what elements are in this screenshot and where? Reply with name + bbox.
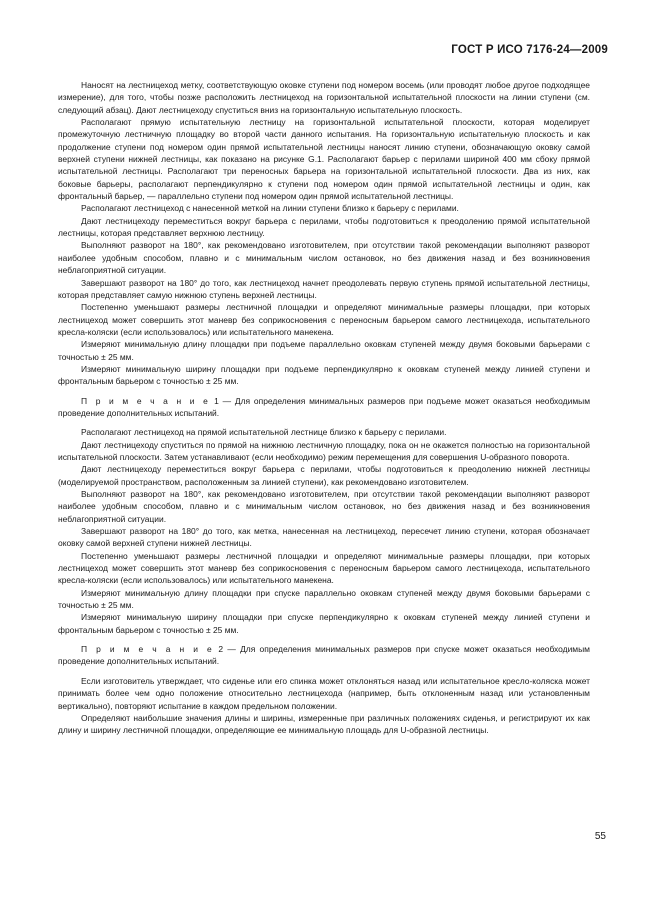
note-2 bbox=[58, 643, 590, 668]
paragraph: Измеряют минимальную ширину площадки при спуске перпендикулярно к оковкам ступеней между линией ступени и фронтальным барьером с точностью ± 25 мм. bbox=[58, 612, 590, 635]
paragraph: Постепенно уменьшают размеры лестничной площадки и определяют минимальные размеры площадки, при которых лестницеход может совершить этот маневр без соприкосновения с переносным барьером самого лестницехода, испытательного кресла-коляски (если использовалось) или испытательного манекена. bbox=[58, 302, 590, 337]
page-number: 55 bbox=[594, 831, 606, 842]
paragraph: Измеряют минимальную длину площадки при спуске параллельно оковкам ступеней между двумя боковыми барьерами с точностью ± 25 мм. bbox=[58, 587, 590, 611]
paragraph: Дают лестницеходу спуститься по прямой на нижнюю лестничную площадку, пока он не окажется полностью на горизонтальной испытательной плоскости. Затем устанавливают (если необходимо) режим перемещения для совершения U-образного поворота. bbox=[58, 439, 590, 462]
paragraph: Завершают разворот на 180° до того, как лестницеход начнет преодолевать первую ступень прямой испытательной лестницы, которая представляет самую нижнюю ступень верхней лестницы. bbox=[58, 277, 590, 300]
paragraph: Располагают лестницеход с нанесенной меткой на линии ступени близко к барьеру с перилами. bbox=[81, 203, 459, 214]
note-1 bbox=[58, 395, 590, 420]
note-text: 2 — Для определения минимальных размеров при спуске может оказаться необходимым проведение дополнительных испытаний. bbox=[58, 644, 590, 667]
document-header: ГОСТ Р ИСО 7176-24—2009 bbox=[451, 44, 608, 56]
paragraph: Измеряют минимальную ширину площадки при подъеме перпендикулярно к оковкам ступеней между линией ступени и фронтальным барьером с точностью ± 25 мм. bbox=[58, 363, 590, 387]
paragraph: Выполняют разворот на 180°, как рекомендовано изготовителем, при отсутствии такой рекомендации выполняют разворот наиболее удобным способом, плавно и с минимальным числом остановок, но без движения назад и без возникновения неблагоприятной ситуации. bbox=[58, 489, 590, 524]
paragraph: Дают лестницеходу переместиться вокруг барьера с перилами, чтобы подготовиться к преодолению прямой испытательной лестницы, которая представляет верхнюю лестницу. bbox=[58, 215, 590, 239]
paragraph: Наносят на лестницеход метку, соответствующую оковке ступени под номером восемь (или проводят любое другое подходящее измерение), для того, чтобы позже расположить лестницеход на горизонтальной испытательной плоскости на линии ступени (см. следующий абзац). Дают лестницеходу спуститься вниз на горизонтальную испытательную плоскость. bbox=[58, 80, 590, 115]
paragraph: Измеряют минимальную длину площадки при подъеме параллельно оковкам ступеней между двумя боковыми барьерами с точностью ± 25 мм. bbox=[58, 339, 590, 362]
paragraph: Завершают разворот на 180° до того, как метка, нанесенная на лестницеход, пересечет линию ступени, которая обозначает оковку самой верхней ступени нижней лестницы. bbox=[58, 526, 590, 549]
paragraph: Дают лестницеходу переместиться вокруг барьера с перилами, чтобы подготовиться к преодолению нижней лестницы (моделируемой пространством, расположенным за линией ступени), как рекомендовано изготовителем. bbox=[58, 464, 590, 487]
paragraph: Располагают лестницеход на прямой испытательной лестнице близко к барьеру с перилами. bbox=[81, 427, 447, 438]
note-label: П р и м е ч а н и е bbox=[81, 644, 215, 655]
paragraph: Выполняют разворот на 180°, как рекомендовано изготовителем, при отсутствии такой рекомендации выполняют разворот наиболее удобным способом, плавно и с минимальным числом остановок, но без движения назад и без возникновения неблагоприятной ситуации. bbox=[58, 240, 590, 276]
paragraph: Определяют наибольшие значения длины и ширины, измеренные при различных положениях сиденья, и регистрируют их как длину и ширину лестничной площадки, определяющие ее минимальную площадь для U-образной лестницы. bbox=[58, 712, 590, 736]
paragraph: Постепенно уменьшают размеры лестничной площадки и определяют минимальные размеры площадки, при которых лестницеход может совершить этот маневр без соприкосновения с переносным барьером самого лестницехода, испытательного кресла-коляски (если использовалось) или испытательного манекена. bbox=[58, 550, 590, 586]
note-text: 1 — Для определения минимальных размеров при подъеме может оказаться необходимым проведение дополнительных испытаний. bbox=[58, 395, 590, 418]
document-body bbox=[58, 79, 590, 737]
paragraph: Если изготовитель утверждает, что сиденье или его спинка может отклоняться назад или испытательное кресло-коляска может принимать более чем одно положение относительно лестницехода (например, быть отклоненным назад или установленным вертикально), повторяют испытание в каждом предельном положении. bbox=[58, 675, 590, 711]
paragraph: Располагают прямую испытательную лестницу на горизонтальной испытательной плоскости, которая моделирует промежуточную лестничную площадку во второй части данного испытания. На горизонтальную испытательную плоскость и как продолжение ступени под номером один прямой испытательной лестницы наносят линию ступени, обозначающую оковку самой верхней ступени нижней лестницы, как показано на рисунке G.1. Располагают барьер с перилами шириной 400 мм сбоку прямой испытательной лестницы. Располагают три переносных барьера на горизонтальной испытательной плоскости. Два из них, как боковые барьеры, располагают перпендикулярно к ступени под номером один прямой испытательной лестницы и один, как фронтальный барьер, — параллельно ступени под номером один прямой испытательной лестницы. bbox=[58, 117, 590, 202]
note-label: П р и м е ч а н и е bbox=[81, 395, 211, 406]
